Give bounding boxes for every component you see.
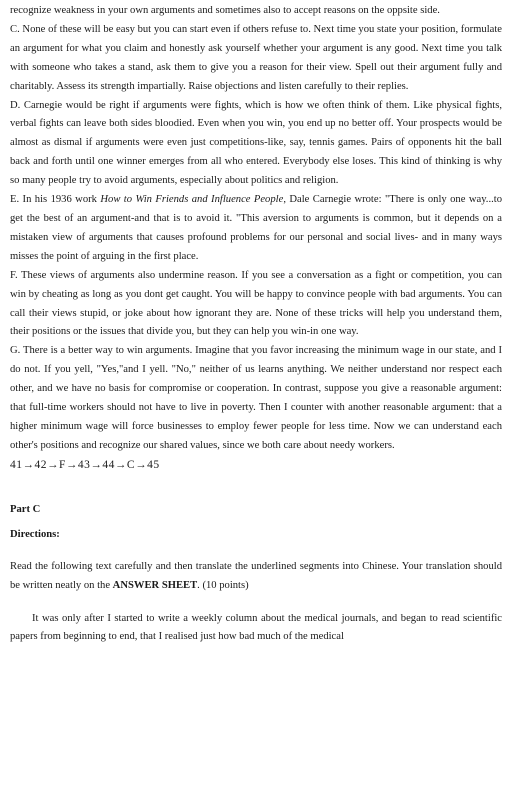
paragraph-f: F. These views of arguments also undermine reason. If you see a conversation as a fight or competition, you can win by cheating as long as you dont get caught. You will be happy to convince people with bad arguments. You can call their views stupid, or joke about how ignorant they are. None of these tricks will help you understand them, their positions or the issues that divide you, but they can help you win-in one way.: [10, 269, 502, 338]
paragraph-e-lead: E. In his 1936 work: [10, 194, 101, 206]
answer-sheet-label: ANSWER SHEET: [112, 579, 198, 591]
spacer: [10, 515, 502, 529]
paragraph-c: C. None of these will be easy but you can start even if others refuse to. Next time you state your position, formulate an argument for what you claim and honestly ask yourself whether your argument is any good. Next time you talk with someone who takes a stand, ask them to give you a reason for their view. Spell out their argument fully and charitably. Assess its strength impartially. Raise objections and listen carefully to their replies.: [10, 23, 502, 92]
passage-paragraph: It was only after I started to write a weekly column about the medical journals, and began to read scientific papers from beginning to end, that I realised just how bad much of the medical: [10, 612, 502, 643]
directions-points: . (10 points): [197, 579, 249, 591]
directions-heading: Directions:: [10, 528, 60, 540]
spacer: [10, 474, 502, 504]
directions-lead: Read the following text carefully and then translate the underlined segments into Chinese. Your translation should be written neatly on the: [10, 560, 502, 591]
directions-text: [10, 558, 502, 596]
paragraph-d: D. Carnegie would be right if arguments were fights, which is how we often think of them. Like physical fights, verbal fights can leave both sides bloodied. Even when you win, you end up no better off. Your prospects would be almost as dismal if arguments were even just competitions-like, say, tennis games. Pairs of opponents hit the ball back and forth until one winner emerges from all who entered. Everybody else loses. This kind of thinking is why so many people try to avoid arguments, especially about politics and religion.: [10, 99, 502, 187]
paragraph-e: [10, 191, 502, 267]
answer-sequence: 41→42→F→43→44→C→45: [10, 458, 160, 471]
paragraph-intro-tail: recognize weakness in your own arguments and sometimes also to accept reasons on the oppsite side.: [10, 5, 440, 16]
paragraph-e-body: , Dale Carnegie wrote: "There is only one way...to get the best of an argument-and that is to avoid it. "This aversion to arguments is common, but it depends on a mistaken view of arguments that causes profound problems for our personal and social lives- and in many ways misses the point of arguing in the first place.: [10, 194, 502, 262]
paragraph-g: G. There is a better way to win arguments. Imagine that you favor increasing the minimum wage in our state, and I do not. If you yell, "Yes,"and I yell. "No," neither of us learns anything. We neither understand nor respect each other, and we have no basis for compromise or cooperation. In contrast, suppose you give a reasonable argument: that full-time workers should not have to live in poverty. Then I counter with another reasonable argument: that a higher minimum wage will force businesses to employ fewer people for less time. Now we can understand each other's positions and recognize our shared values, since we both care about needy workers.: [10, 345, 502, 451]
book-title: How to Win Friends and Influence People: [100, 194, 284, 206]
section-title: Part C: [10, 503, 41, 515]
spacer: [10, 540, 502, 558]
spacer: [10, 596, 502, 610]
